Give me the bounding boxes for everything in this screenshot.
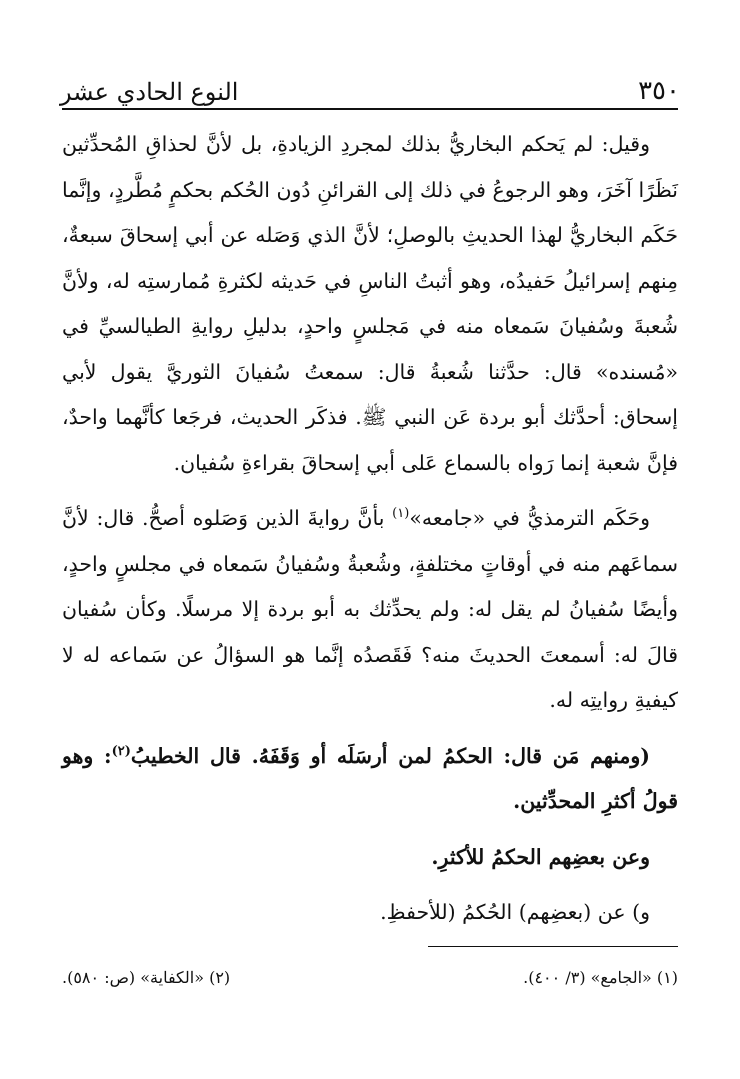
- footnote-separator: [428, 946, 678, 947]
- footnote-2: (٢) «الكفاية» (ص: ٥٨٠).: [62, 968, 231, 987]
- footnote-ref-1: (١): [392, 506, 410, 522]
- footnote-ref-2: (٢): [111, 743, 131, 759]
- running-title: النوع الحادي عشر: [60, 78, 239, 106]
- paragraph-3-rest: : وهو قولُ أكثرِ المحدِّثين.: [62, 743, 678, 813]
- header-rule: [62, 108, 678, 110]
- paragraph-2: [62, 496, 678, 724]
- footnote-1: (١) «الجامع» (٣/ ٤٠٠).: [523, 968, 678, 987]
- paragraph-4: وعن بعضِهم الحكمُ للأكثرِ.: [431, 844, 650, 869]
- paragraph-1: وقيل: لم يَحكم البخاريُّ بذلك لمجردِ الزيادةِ، بل لأنَّ لحذاقِ المُحدِّثين نَظَرًا آخَرَ، وهو الرجوعُ في ذلك إلى القرائنِ دُون الحُكم بحكمٍ مُطَّردٍ، وإنَّما حَكَم البخاريُّ لهذا الحديثِ بالوصلِ؛ لأنَّ الذي وَصَله عن أبي إسحاقَ سبعةٌ، مِنهم إسرائيلُ حَفيدُه، وهو أثبتُ الناسِ في حَديثه لكثرةِ مُمارستِه له، ولأنَّ شُعبةَ وسُفيانَ سَمعاه منه في مَجلسٍ واحدٍ، بدليلِ روايةِ الطيالسيِّ في «مُسنده» قال: حدَّثنا شُعبةُ قال: سمعتُ سُفيانَ الثوريَّ يقول لأبي إسحاق: أحدَّثك أبو بردة عَن النبي ﷺ. فذكَر الحديث، فرجَعا كأنَّهما واحدٌ، فإنَّ شعبة إنما رَواه بالسماع عَلى أبي إسحاقَ بقراءةِ سُفيان.: [62, 132, 678, 475]
- footnotes: [62, 968, 678, 987]
- page-header: [60, 60, 680, 106]
- paragraph-3: [62, 734, 678, 825]
- main-text: [62, 122, 678, 936]
- page-number: ٣٥٠: [638, 76, 680, 106]
- paragraph-2-start: وحَكَم الترمذيُّ في «جامعه»: [409, 506, 651, 530]
- paragraph-2-rest: بأنَّ روايةَ الذين وَصَلوه أصحُّ. قال: لأنَّ سماعَهم منه في أوقاتٍ مختلفةٍ، وشُعبةُ وسُفيانُ سَمعاه في مجلسٍ واحدٍ، وأيضًا سُفيانُ لم يقل له: ولم يحدِّثك به أبو بردة إلا مرسلًا. وكأن سُفيان قالَ له: أسمعتَ الحديثَ منه؟ فَقَصدُه إنَّما هو السؤالُ عن سَماعه له لا كيفيةِ روايتِه له.: [62, 506, 678, 712]
- paragraph-5: و) عن (بعضِهم) الحُكمُ (للأحفظِ.: [380, 900, 650, 924]
- paragraph-3-start: (ومنهم مَن قال: الحكمُ لمن أرسَلَه أو وَقَفَهُ. قال الخطيبُ: [130, 743, 650, 768]
